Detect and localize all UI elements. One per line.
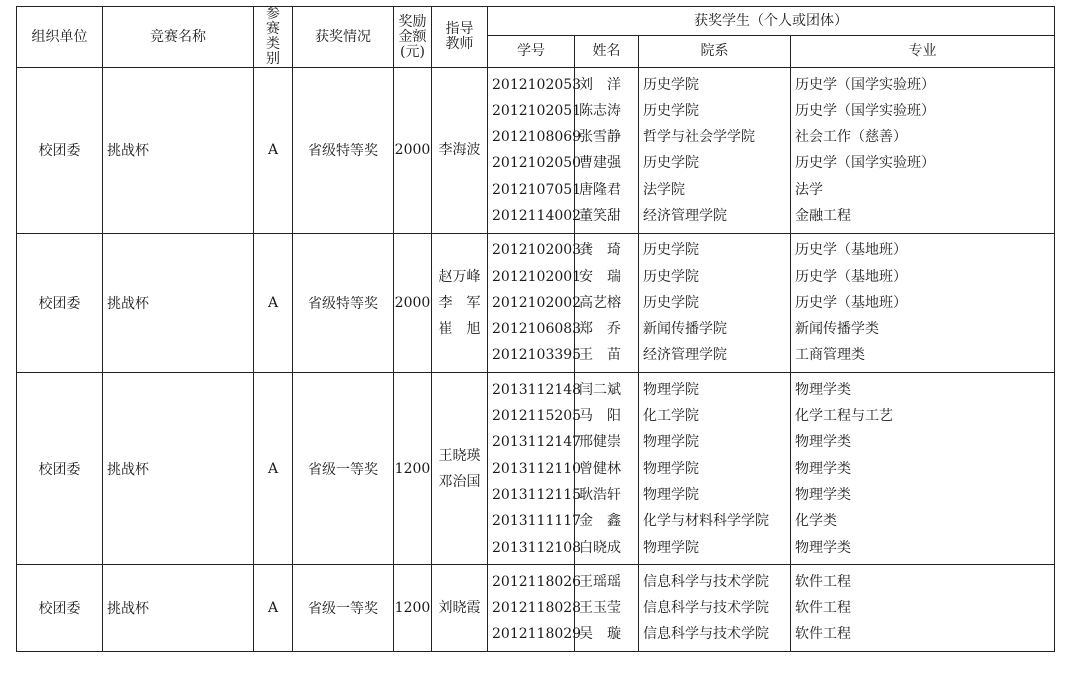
student-id: 2013112115 <box>492 486 582 503</box>
amount-cell: 2000 <box>394 68 432 234</box>
student-major: 历史学（基地班） <box>795 268 907 285</box>
student-major: 软件工程 <box>795 626 851 643</box>
advisor-name: 邓治国 <box>438 473 481 490</box>
award-group-row <box>17 373 1055 565</box>
student-id: 2012102001 <box>492 268 582 285</box>
student-id: 2012103395 <box>492 347 582 364</box>
org-cell: 校团委 <box>17 373 103 565</box>
student-name: 龚 琦 <box>579 242 621 259</box>
student-major: 历史学（国学实验班） <box>795 155 935 172</box>
student-id: 2012107051 <box>492 181 582 198</box>
advisor-name: 刘晓霞 <box>438 600 481 617</box>
student-name: 吴 璇 <box>579 626 621 643</box>
student-school: 信息科学与技术学院 <box>643 600 769 617</box>
student-school: 物理学院 <box>643 381 699 398</box>
student-school: 经济管理学院 <box>643 347 727 364</box>
advisor-name: 李 军 <box>438 294 481 311</box>
student-name-column <box>575 68 639 234</box>
student-school: 化学与材料科学学院 <box>643 513 769 530</box>
header-major: 专业 <box>791 36 1055 68</box>
award-rows <box>17 68 1055 652</box>
student-id: 2012118028 <box>492 600 582 617</box>
student-school: 新闻传播学院 <box>643 321 727 338</box>
org-cell: 校团委 <box>17 68 103 234</box>
student-school-column <box>639 565 791 652</box>
student-school: 哲学与社会学学院 <box>643 129 755 146</box>
advisor-cell <box>432 565 488 652</box>
student-name: 马 阳 <box>579 408 621 425</box>
student-id: 2013112147 <box>492 434 582 451</box>
student-name: 董笑甜 <box>579 207 621 224</box>
student-school: 信息科学与技术学院 <box>643 626 769 643</box>
student-name: 刘 洋 <box>579 76 621 93</box>
student-major: 工商管理类 <box>795 347 865 364</box>
student-id: 2012118026 <box>492 573 582 590</box>
student-name: 高艺榕 <box>579 294 621 311</box>
student-major: 历史学（基地班） <box>795 242 907 259</box>
student-school: 法学院 <box>643 181 685 198</box>
header-name: 姓名 <box>575 36 639 68</box>
student-school: 历史学院 <box>643 294 699 311</box>
contest-cell: 挑战杯 <box>103 373 254 565</box>
student-major: 化学类 <box>795 513 837 530</box>
student-school: 历史学院 <box>643 155 699 172</box>
student-school: 经济管理学院 <box>643 207 727 224</box>
student-school: 历史学院 <box>643 242 699 259</box>
student-name: 王瑶瑶 <box>579 573 621 590</box>
student-id: 2012102051 <box>492 102 582 119</box>
student-name-column <box>575 233 639 373</box>
student-name: 曾健林 <box>579 460 621 477</box>
student-major: 物理学类 <box>795 486 851 503</box>
student-name: 曹建强 <box>579 155 621 172</box>
student-major: 物理学类 <box>795 460 851 477</box>
advisor-name: 李海波 <box>438 142 481 159</box>
student-id-column <box>488 233 582 373</box>
header-amount: 奖励金额(元) <box>394 7 432 68</box>
student-id: 2012102050 <box>492 155 582 172</box>
student-major: 物理学类 <box>795 434 851 451</box>
advisor-name: 王晓瑛 <box>438 447 481 464</box>
student-school: 历史学院 <box>643 76 699 93</box>
advisor-cell <box>432 233 488 373</box>
student-id: 2012102002 <box>492 294 582 311</box>
student-major-column <box>791 68 1055 234</box>
amount-cell: 2000 <box>394 233 432 373</box>
award-group-row <box>17 68 1055 234</box>
contest-cell: 挑战杯 <box>103 68 254 234</box>
student-school: 物理学院 <box>643 460 699 477</box>
advisor-cell <box>432 68 488 234</box>
student-school-column <box>639 68 791 234</box>
header-org: 组织单位 <box>17 7 103 68</box>
student-name-column <box>575 373 639 565</box>
student-major: 社会工作（慈善） <box>795 129 907 146</box>
student-school: 历史学院 <box>643 102 699 119</box>
student-id: 2012108069 <box>492 129 582 146</box>
student-id: 2012115205 <box>492 408 582 425</box>
award-cell: 省级特等奖 <box>293 68 394 234</box>
student-id: 2012118029 <box>492 626 582 643</box>
award-cell: 省级特等奖 <box>293 233 394 373</box>
header-contest: 竞赛名称 <box>103 7 254 68</box>
student-id: 2013111117 <box>492 513 582 530</box>
student-name: 唐隆君 <box>579 181 621 198</box>
student-id: 2013112148 <box>492 381 582 398</box>
student-major: 金融工程 <box>795 207 851 224</box>
advisor-cell <box>432 373 488 565</box>
student-major: 化学工程与工艺 <box>795 408 893 425</box>
category-cell: A <box>254 68 293 234</box>
student-name: 安 瑞 <box>579 268 621 285</box>
awards-table <box>16 6 1055 652</box>
category-cell: A <box>254 565 293 652</box>
header-award: 获奖情况 <box>293 7 394 68</box>
student-id-column <box>488 373 582 565</box>
award-cell: 省级一等奖 <box>293 565 394 652</box>
header-students-group: 获奖学生（个人或团体） <box>488 7 1055 36</box>
student-id-column <box>488 68 582 234</box>
student-major-column <box>791 233 1055 373</box>
student-school: 历史学院 <box>643 268 699 285</box>
student-id: 2012114002 <box>492 207 582 224</box>
amount-cell: 1200 <box>394 565 432 652</box>
student-major: 新闻传播学类 <box>795 321 879 338</box>
student-school: 物理学院 <box>643 486 699 503</box>
student-major: 软件工程 <box>795 600 851 617</box>
student-school: 物理学院 <box>643 434 699 451</box>
student-major: 历史学（基地班） <box>795 294 907 311</box>
org-cell: 校团委 <box>17 233 103 373</box>
student-major: 软件工程 <box>795 573 851 590</box>
contest-cell: 挑战杯 <box>103 233 254 373</box>
student-name: 张雪静 <box>579 129 621 146</box>
student-school: 信息科学与技术学院 <box>643 573 769 590</box>
student-name: 闫二斌 <box>579 381 621 398</box>
student-id: 2013112108 <box>492 539 582 556</box>
advisor-name: 崔 旭 <box>438 321 481 338</box>
student-major: 物理学类 <box>795 539 851 556</box>
student-major-column <box>791 373 1055 565</box>
header-student-id: 学号 <box>488 36 575 68</box>
student-id: 2012106083 <box>492 321 582 338</box>
award-group-row <box>17 233 1055 373</box>
award-cell: 省级一等奖 <box>293 373 394 565</box>
header-advisor: 指导教师 <box>432 7 488 68</box>
student-name: 郑 乔 <box>579 321 621 338</box>
advisor-name: 赵万峰 <box>438 268 481 285</box>
student-name: 金 鑫 <box>579 513 621 530</box>
student-name: 白晓成 <box>579 539 621 556</box>
category-cell: A <box>254 233 293 373</box>
student-name: 陈志涛 <box>579 102 621 119</box>
header-category: 参赛类别 <box>254 7 293 68</box>
student-id: 2012102003 <box>492 242 582 259</box>
student-name: 王 苗 <box>579 347 621 364</box>
student-major: 历史学（国学实验班） <box>795 76 935 93</box>
contest-cell: 挑战杯 <box>103 565 254 652</box>
student-id-column <box>488 565 582 652</box>
student-school: 物理学院 <box>643 539 699 556</box>
student-id: 2012102053 <box>492 76 582 93</box>
amount-cell: 1200 <box>394 373 432 565</box>
student-major: 物理学类 <box>795 381 851 398</box>
org-cell: 校团委 <box>17 565 103 652</box>
student-major: 历史学（国学实验班） <box>795 102 935 119</box>
category-cell: A <box>254 373 293 565</box>
student-name: 耿浩轩 <box>579 486 621 503</box>
header-school: 院系 <box>639 36 791 68</box>
student-name: 邢健崇 <box>579 434 621 451</box>
student-school: 化工学院 <box>643 408 699 425</box>
student-id: 2013112110 <box>492 460 582 477</box>
student-name-column <box>575 565 639 652</box>
student-name: 王玉莹 <box>579 600 621 617</box>
student-school-column <box>639 233 791 373</box>
award-group-row <box>17 565 1055 652</box>
student-school-column <box>639 373 791 565</box>
student-major: 法学 <box>795 181 823 198</box>
student-major-column <box>791 565 1055 652</box>
